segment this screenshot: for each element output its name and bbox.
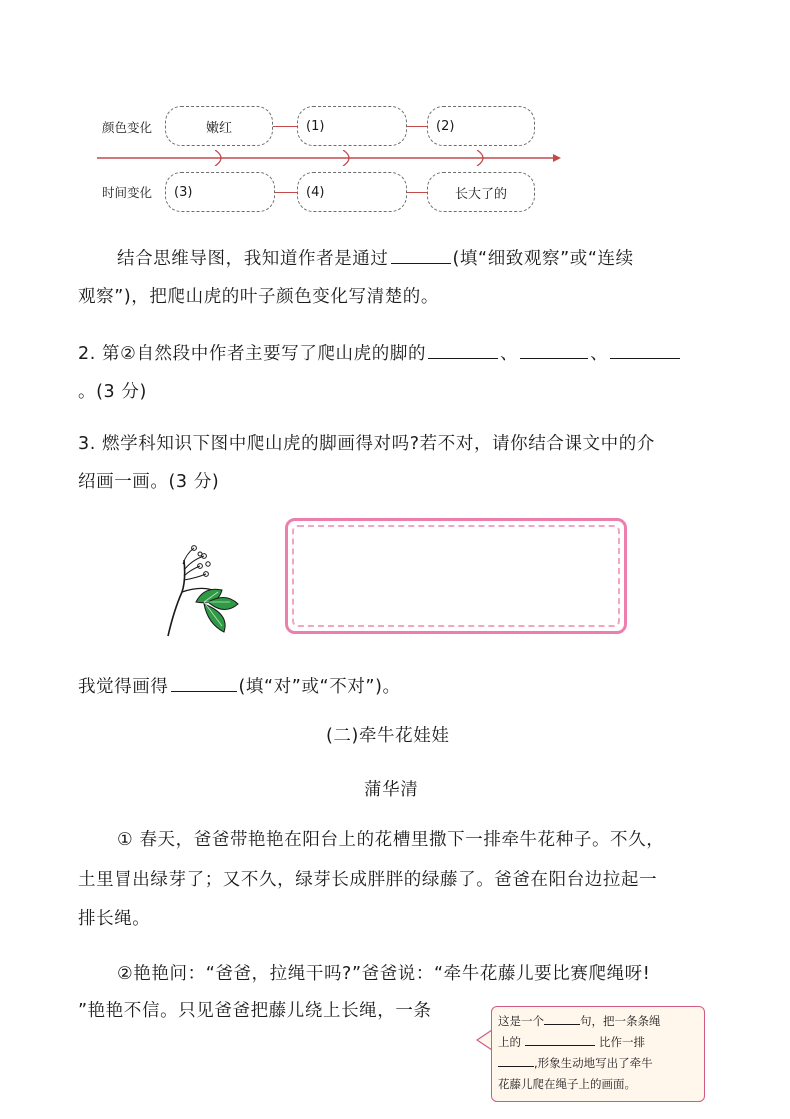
passage-p2-line2: ”艳艳不信。只见爸爸把藤儿绕上长绳，一条: [78, 1001, 432, 1021]
connector: [407, 126, 427, 127]
tip-callout-box: [491, 1006, 705, 1102]
passage-p1-line3: 排长绳。: [78, 909, 151, 929]
time-stage-2-blank: (4): [297, 172, 407, 212]
tip-line4: 花藤儿爬在绳子上的画面。: [498, 1077, 636, 1091]
time-stage-1-blank: (3): [165, 172, 275, 212]
passage-p2-line1: ②艳艳问：“爸爸，拉绳干吗?”爸爸说：“牵牛花藤儿要比赛爬绳呀!: [117, 964, 651, 984]
author: 蒲华清: [364, 780, 419, 800]
drawing-area-inner-border: [292, 525, 620, 627]
question-3-line2: 绍画一画。(3 分): [78, 472, 220, 492]
connector: [275, 192, 297, 193]
color-stage-2-blank: (1): [297, 106, 407, 146]
tip-line2: 上的 比作一排: [498, 1035, 645, 1049]
row-label-color: 颜色变化: [102, 120, 153, 135]
answer-blank-3[interactable]: [610, 357, 680, 359]
connector: [273, 126, 297, 127]
para1-line2: 观察”)，把爬山虎的叶子颜色变化写清楚的。: [78, 287, 439, 307]
answer-blank[interactable]: [391, 262, 451, 264]
question-2-line1: 2. 第②自然段中作者主要写了爬山虎的脚的 、 、: [78, 340, 682, 365]
answer-blank[interactable]: [171, 690, 237, 692]
answer-blank[interactable]: [544, 1014, 580, 1025]
answer-blank-2[interactable]: [520, 357, 588, 359]
drawing-area-frame[interactable]: [285, 518, 627, 634]
underlined-sentence: 只见爸爸把藤儿绕上长绳，一条: [178, 1001, 432, 1021]
answer-blank-1[interactable]: [428, 357, 498, 359]
connector: [407, 192, 427, 193]
tip-line3: ,形象生动地写出了牵牛: [498, 1053, 698, 1074]
judgement-line: 我觉得画得 (填“对”或“不对”)。: [78, 677, 401, 697]
timeline-arrow: [95, 150, 565, 166]
section-title: (二)牵牛花娃娃: [326, 726, 450, 746]
answer-blank[interactable]: [498, 1056, 534, 1067]
color-stage-3-blank: (2): [427, 106, 535, 146]
question-2-line2: 。(3 分): [78, 382, 147, 402]
passage-p1-line1: ① 春天，爸爸带艳艳在阳台上的花槽里撒下一排牵牛花种子。不久，: [117, 830, 665, 850]
time-stage-3: 长大了的: [427, 172, 535, 212]
color-stage-1: 嫩红: [165, 106, 273, 146]
tip-line1: 这是一个 句，把一条条绳: [498, 1014, 661, 1028]
ivy-vine-illustration: [160, 540, 244, 640]
para1-line1: 结合思维导图，我知道作者是通过 (填“细致观察”或“连续: [117, 249, 634, 269]
answer-blank[interactable]: [525, 1035, 595, 1046]
question-3-line1: 3. 燃学科知识下图中爬山虎的脚画得对吗?若不对，请你结合课文中的介: [78, 434, 655, 454]
passage-p1-line2: 土里冒出绿芽了；又不久，绿芽长成胖胖的绿藤了。爸爸在阳台边拉起一: [78, 870, 658, 890]
row-label-time: 时间变化: [102, 185, 153, 200]
